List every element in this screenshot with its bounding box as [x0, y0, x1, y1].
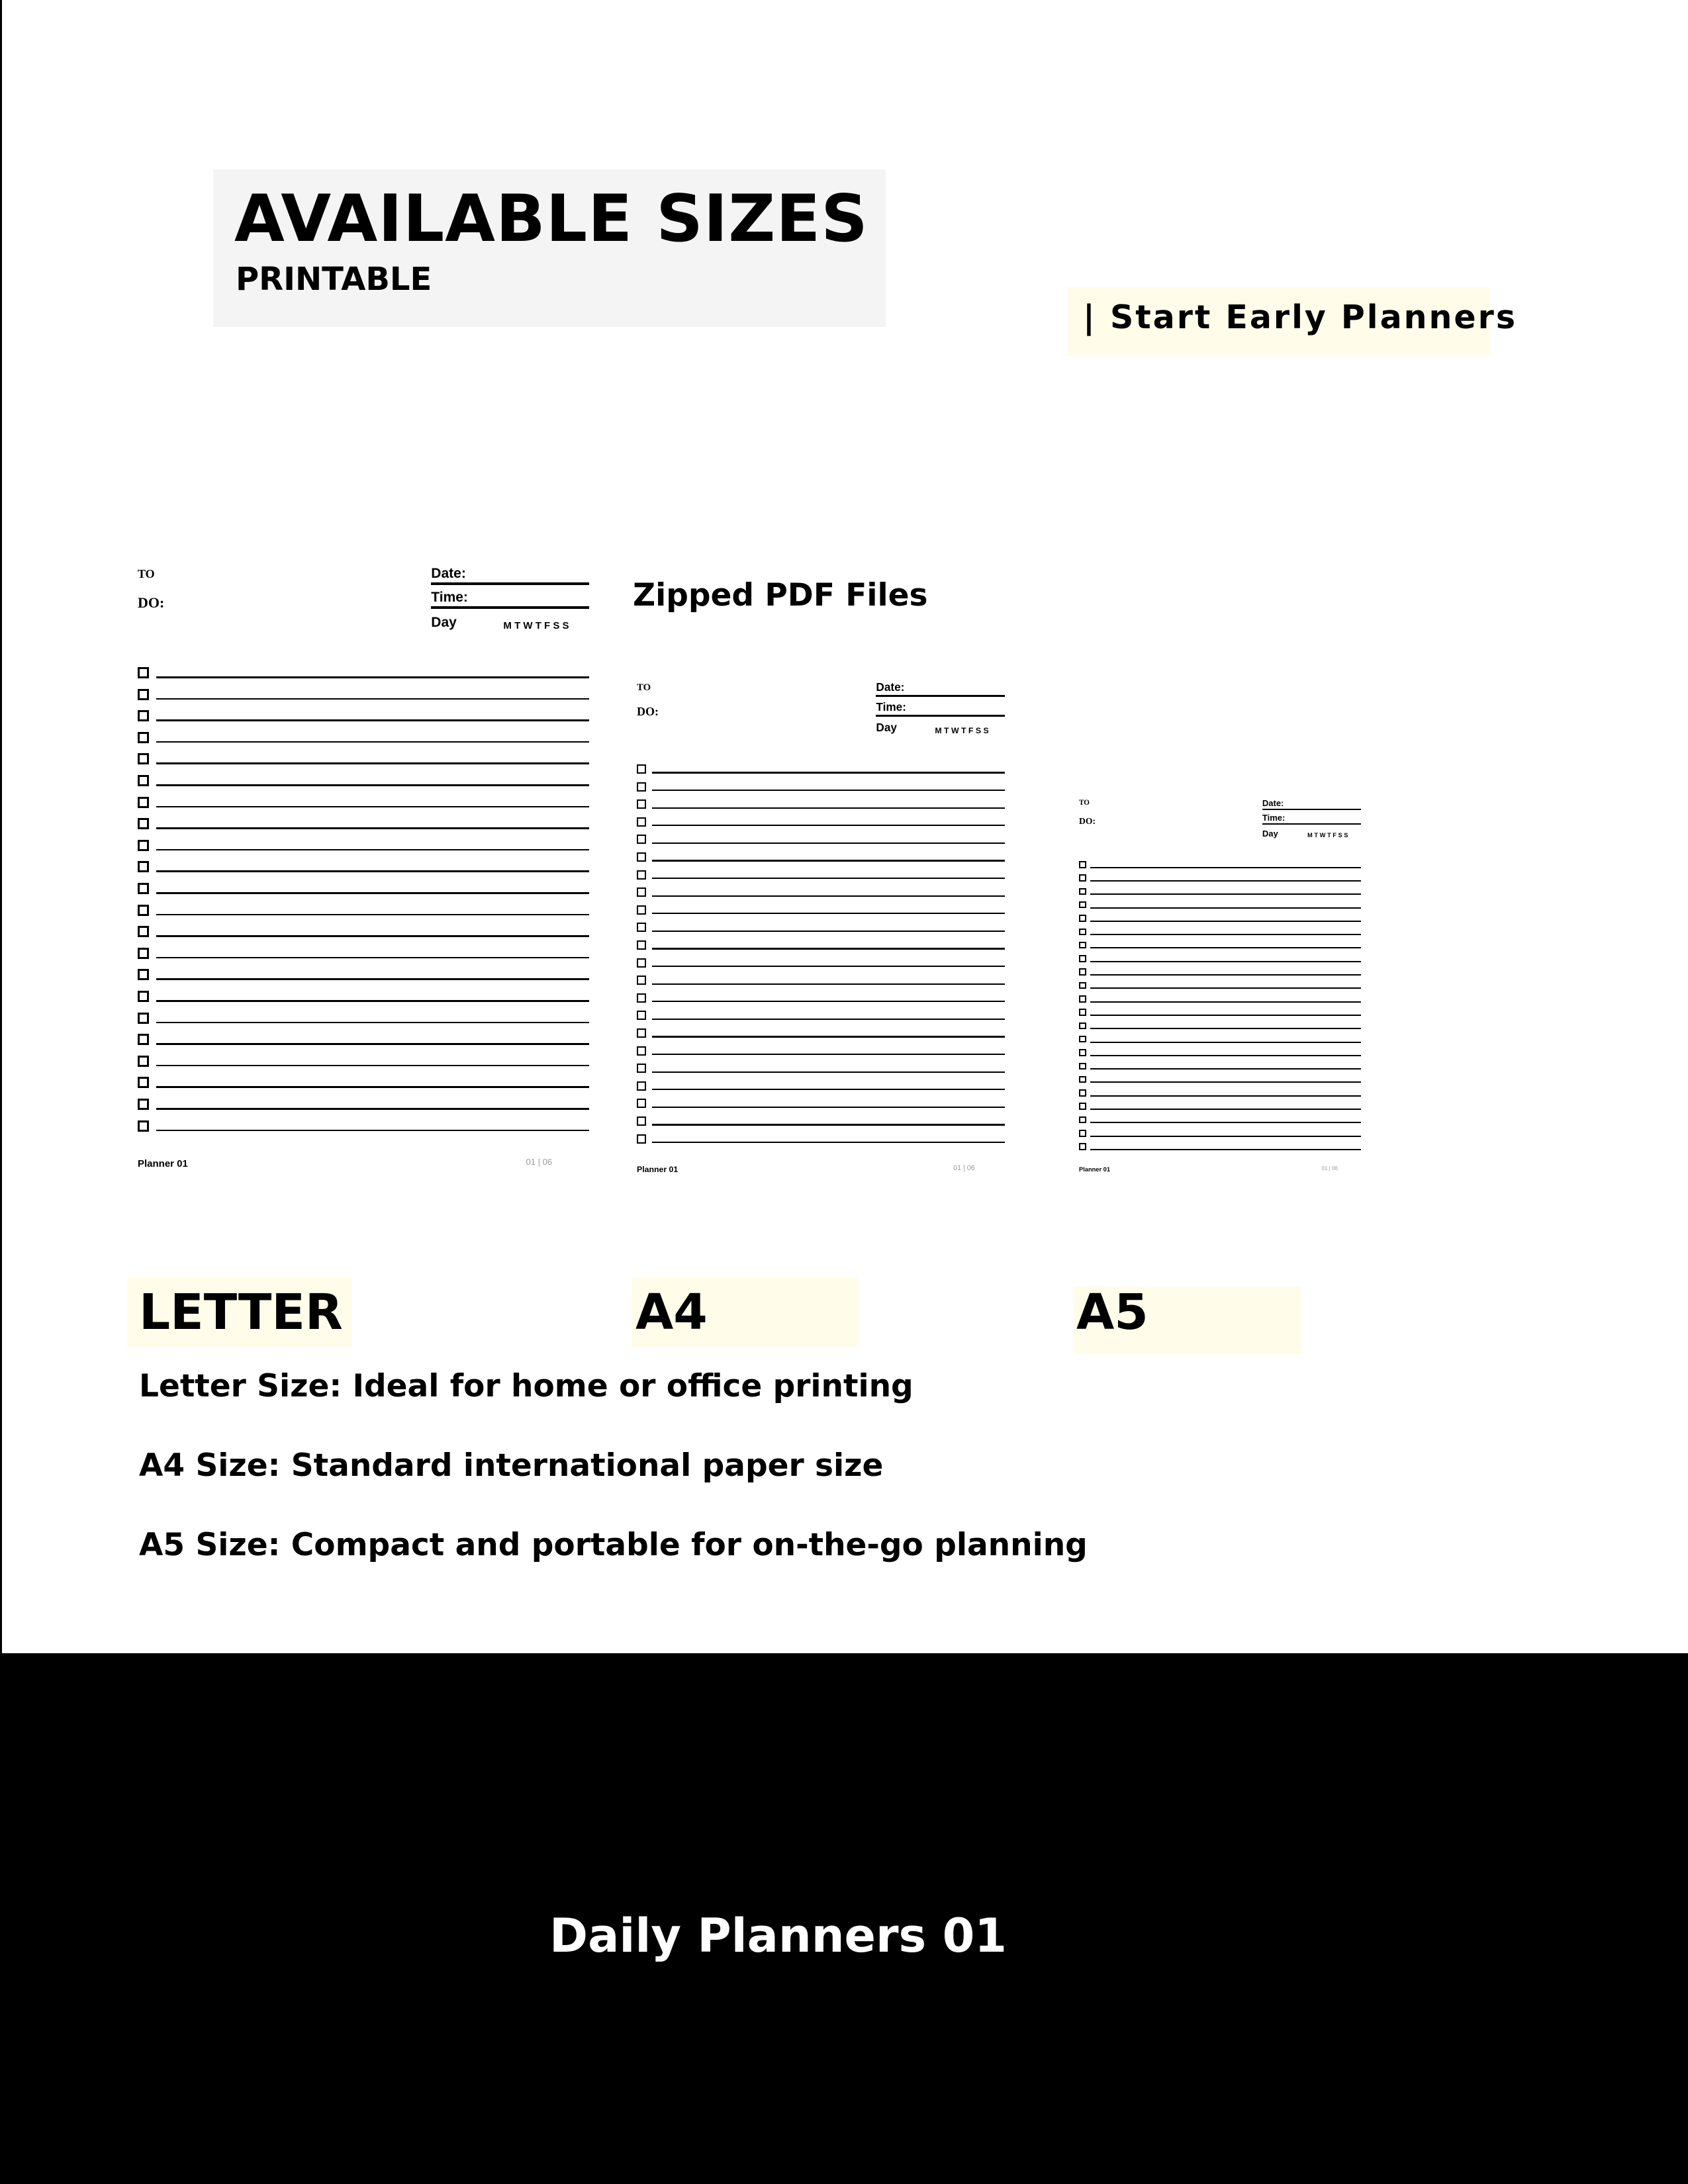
planner-task-row: [637, 1046, 1005, 1056]
task-line: [1090, 974, 1361, 976]
task-line: [652, 842, 1005, 844]
planner-task-row: [138, 861, 589, 873]
checkbox-icon: [138, 689, 149, 700]
planner-weekdays: M T W T F S S: [503, 620, 569, 631]
task-line: [652, 983, 1005, 985]
checkbox-icon: [138, 1077, 149, 1088]
task-line: [652, 1036, 1005, 1037]
task-line: [652, 807, 1005, 809]
checkbox-icon: [1079, 888, 1086, 895]
planner-time-label: Time:: [876, 700, 906, 713]
checkbox-icon: [1079, 982, 1086, 989]
planner-preview-a4: [637, 680, 1005, 1186]
checkbox-icon: [637, 782, 646, 792]
task-line: [652, 1107, 1005, 1108]
task-line: [156, 762, 589, 764]
task-line: [1090, 1042, 1361, 1043]
size-label-a5: A5: [1076, 1284, 1149, 1341]
size-description-a4: A4 Size: Standard international paper size: [139, 1447, 884, 1484]
checkbox-icon: [637, 835, 646, 844]
planner-task-row: [637, 940, 1005, 950]
planner-task-row: [138, 1099, 589, 1111]
checkbox-icon: [1079, 995, 1086, 1003]
checkbox-icon: [138, 1034, 149, 1045]
planner-task-row: [138, 1034, 589, 1046]
planner-task-row: [138, 667, 589, 679]
brand-name: | Start Early Planners: [1083, 298, 1517, 336]
task-line: [1090, 1095, 1361, 1097]
planner-task-row: [637, 905, 1005, 915]
planner-do-label: DO:: [1079, 816, 1096, 827]
planner-day-label: Day: [431, 615, 457, 630]
task-line: [156, 935, 589, 937]
planner-day-label: Day: [876, 721, 897, 735]
size-description-letter: Letter Size: Ideal for home or office printing: [139, 1368, 914, 1404]
task-line: [1090, 880, 1361, 882]
planner-task-row: [637, 799, 1005, 809]
planner-task-row: [138, 991, 589, 1003]
task-line: [652, 1124, 1005, 1125]
planner-task-row: [138, 775, 589, 787]
planner-task-row: [1079, 995, 1361, 1003]
planner-date-label: Date:: [431, 566, 466, 581]
task-line: [652, 1001, 1005, 1002]
task-line: [1090, 1109, 1361, 1110]
planner-task-row: [637, 764, 1005, 774]
task-line: [156, 827, 589, 829]
planner-page-number: 01 | 06: [953, 1163, 975, 1172]
task-line: [1090, 1122, 1361, 1123]
size-description-a5: A5 Size: Compact and portable for on-the-go planning: [139, 1527, 1088, 1563]
task-line: [156, 1000, 589, 1002]
checkbox-icon: [637, 1134, 646, 1144]
task-line: [156, 1086, 589, 1088]
task-line: [156, 741, 589, 743]
checkbox-icon: [138, 861, 149, 872]
planner-task-row: [1079, 1023, 1361, 1030]
checkbox-icon: [138, 948, 149, 959]
checkbox-icon: [1079, 1009, 1086, 1016]
planner-task-row: [138, 797, 589, 809]
planner-footer-name: Planner 01: [637, 1165, 679, 1175]
checkbox-icon: [1079, 955, 1086, 962]
checkbox-icon: [1079, 929, 1086, 936]
checkbox-icon: [1079, 901, 1086, 909]
task-line: [652, 1019, 1005, 1020]
checkbox-icon: [637, 870, 646, 880]
checkbox-icon: [138, 753, 149, 764]
task-line: [652, 948, 1005, 949]
planner-task-row: [637, 976, 1005, 985]
planner-task-row: [138, 732, 589, 744]
checkbox-icon: [637, 923, 646, 932]
planner-task-row: [1079, 1130, 1361, 1137]
checkbox-icon: [1079, 968, 1086, 976]
checkbox-icon: [637, 1046, 646, 1056]
checkbox-icon: [1079, 1089, 1086, 1097]
checkbox-icon: [1079, 1023, 1086, 1030]
checkbox-icon: [637, 887, 646, 897]
checkbox-icon: [637, 1116, 646, 1126]
checkbox-icon: [1079, 942, 1086, 949]
checkbox-icon: [1079, 1063, 1086, 1070]
planner-weekdays: M T W T F S S: [1307, 831, 1348, 839]
planner-footer-name: Planner 01: [138, 1158, 188, 1169]
task-line: [156, 806, 589, 808]
planner-task-row: [1079, 874, 1361, 882]
task-line: [156, 676, 589, 678]
task-line: [156, 1043, 589, 1045]
checkbox-icon: [637, 905, 646, 915]
task-line: [652, 790, 1005, 791]
planner-task-row: [1079, 955, 1361, 962]
planner-task-row: [138, 1120, 589, 1132]
planner-task-row: [138, 969, 589, 981]
checkbox-icon: [138, 905, 149, 916]
planner-task-row: [637, 1134, 1005, 1144]
task-line: [652, 825, 1005, 826]
task-line: [652, 913, 1005, 914]
planner-task-row: [1079, 1103, 1361, 1110]
planner-task-row: [138, 1013, 589, 1024]
planner-task-row: [138, 926, 589, 938]
planner-task-row: [1079, 1143, 1361, 1150]
task-line: [652, 1071, 1005, 1073]
planner-do-label: DO:: [637, 705, 659, 719]
planner-task-row: [1079, 915, 1361, 922]
planner-time-line: [431, 606, 589, 609]
task-line: [156, 784, 589, 786]
task-line: [652, 1089, 1005, 1090]
planner-task-row: [637, 1081, 1005, 1091]
checkbox-icon: [637, 1099, 646, 1108]
checkbox-icon: [1079, 1130, 1086, 1137]
checkbox-icon: [1079, 1103, 1086, 1110]
planner-task-row: [1079, 968, 1361, 976]
planner-date-line: [431, 582, 589, 585]
checkbox-icon: [138, 775, 149, 786]
checkbox-icon: [138, 991, 149, 1002]
checkbox-icon: [1079, 1049, 1086, 1056]
task-line: [156, 978, 589, 980]
task-line: [1090, 1081, 1361, 1083]
planner-task-row: [1079, 982, 1361, 989]
checkbox-icon: [637, 940, 646, 950]
page-subtitle: PRINTABLE: [236, 261, 432, 298]
planner-task-row: [1079, 1049, 1361, 1056]
planner-task-row: [1079, 888, 1361, 895]
planner-preview-a5: [1079, 799, 1361, 1183]
page-left-border: [0, 0, 2, 1655]
planner-date-label: Date:: [1262, 797, 1284, 808]
planner-task-row: [637, 870, 1005, 880]
planner-task-row: [138, 710, 589, 722]
task-line: [1090, 921, 1361, 922]
checkbox-icon: [138, 1120, 149, 1132]
checkbox-icon: [637, 993, 646, 1003]
checkbox-icon: [138, 969, 149, 980]
size-label-a4: A4: [635, 1284, 708, 1341]
task-line: [652, 772, 1005, 773]
planner-task-row: [138, 1056, 589, 1068]
task-line: [1090, 893, 1361, 895]
task-line: [1090, 1028, 1361, 1029]
checkbox-icon: [138, 840, 149, 851]
checkbox-icon: [637, 1064, 646, 1073]
planner-task-row: [1079, 1036, 1361, 1043]
checkbox-icon: [138, 926, 149, 937]
planner-task-row: [1079, 861, 1361, 868]
planner-task-row: [637, 887, 1005, 897]
task-line: [1090, 1015, 1361, 1016]
task-line: [1090, 987, 1361, 989]
planner-date-label: Date:: [876, 680, 905, 694]
planner-task-row: [637, 1028, 1005, 1038]
checkbox-icon: [637, 958, 646, 968]
task-line: [652, 860, 1005, 861]
planner-task-row: [637, 835, 1005, 844]
planner-time-line: [876, 715, 1005, 717]
format-note: Zipped PDF Files: [633, 577, 928, 614]
planner-task-row: [1079, 1116, 1361, 1124]
planner-time-label: Time:: [431, 590, 468, 605]
planner-page-number: 01 | 06: [1321, 1165, 1338, 1172]
planner-to-label: TO: [1079, 799, 1090, 807]
checkbox-icon: [1079, 1036, 1086, 1043]
planner-task-row: [637, 817, 1005, 827]
planner-task-row: [637, 1099, 1005, 1109]
checkbox-icon: [1079, 874, 1086, 882]
task-line: [156, 914, 589, 916]
task-line: [652, 966, 1005, 967]
checkbox-icon: [637, 976, 646, 985]
planner-time-line: [1262, 823, 1361, 825]
checkbox-icon: [637, 799, 646, 809]
checkbox-icon: [138, 797, 149, 808]
checkbox-icon: [138, 1013, 149, 1024]
task-line: [1090, 1001, 1361, 1003]
planner-task-row: [1079, 1076, 1361, 1083]
task-line: [156, 1065, 589, 1067]
checkbox-icon: [138, 732, 149, 743]
checkbox-icon: [138, 1056, 149, 1067]
checkbox-icon: [637, 764, 646, 774]
task-line: [156, 1130, 589, 1132]
task-line: [156, 719, 589, 721]
planner-weekdays: M T W T F S S: [935, 725, 989, 735]
planner-to-label: TO: [138, 567, 155, 580]
planner-task-row: [1079, 901, 1361, 909]
task-line: [156, 957, 589, 959]
planner-task-row: [1079, 942, 1361, 949]
checkbox-icon: [1079, 1143, 1086, 1150]
planner-task-row: [637, 993, 1005, 1003]
checkbox-icon: [1079, 1116, 1086, 1124]
planner-task-row: [138, 689, 589, 701]
task-line: [1090, 907, 1361, 909]
page-title: AVAILABLE SIZES: [234, 181, 868, 257]
planner-to-label: TO: [637, 682, 651, 693]
planner-task-row: [138, 883, 589, 895]
checkbox-icon: [138, 818, 149, 829]
planner-task-row: [1079, 929, 1361, 936]
task-line: [156, 849, 589, 851]
planner-task-row: [138, 905, 589, 917]
task-line: [1090, 961, 1361, 962]
planner-footer-name: Planner 01: [1079, 1166, 1111, 1173]
task-line: [1090, 1149, 1361, 1150]
checkbox-icon: [138, 1099, 149, 1110]
checkbox-icon: [138, 667, 149, 678]
planner-task-row: [637, 1011, 1005, 1021]
size-label-letter: LETTER: [139, 1284, 343, 1341]
planner-preview-letter: [138, 568, 589, 1183]
planner-day-label: Day: [1262, 828, 1278, 839]
task-line: [1090, 867, 1361, 868]
footer-title: Daily Planners 01: [549, 1909, 1007, 1963]
task-line: [652, 931, 1005, 932]
task-line: [156, 698, 589, 700]
planner-task-row: [1079, 1009, 1361, 1016]
task-line: [1090, 1068, 1361, 1069]
planner-page-number: 01 | 06: [526, 1156, 553, 1167]
planner-do-label: DO:: [138, 594, 165, 611]
planner-task-row: [1079, 1063, 1361, 1070]
planner-time-label: Time:: [1262, 813, 1286, 823]
task-line: [1090, 1055, 1361, 1056]
planner-task-row: [1079, 1089, 1361, 1097]
checkbox-icon: [138, 710, 149, 721]
checkbox-icon: [1079, 915, 1086, 922]
task-line: [156, 870, 589, 872]
task-line: [156, 892, 589, 894]
planner-date-line: [876, 695, 1005, 697]
planner-task-row: [637, 958, 1005, 968]
planner-task-row: [637, 782, 1005, 792]
checkbox-icon: [637, 1028, 646, 1038]
task-line: [652, 878, 1005, 879]
checkbox-icon: [637, 1011, 646, 1020]
planner-task-row: [138, 948, 589, 960]
checkbox-icon: [1079, 861, 1086, 868]
checkbox-icon: [637, 817, 646, 827]
checkbox-icon: [138, 883, 149, 894]
planner-task-row: [637, 852, 1005, 862]
task-line: [1090, 934, 1361, 935]
task-line: [156, 1108, 589, 1110]
planner-task-row: [637, 1116, 1005, 1126]
checkbox-icon: [1079, 1076, 1086, 1083]
task-line: [652, 895, 1005, 897]
task-line: [652, 1142, 1005, 1143]
planner-task-row: [138, 1077, 589, 1089]
checkbox-icon: [637, 1081, 646, 1091]
planner-task-row: [637, 923, 1005, 933]
checkbox-icon: [637, 852, 646, 862]
task-line: [156, 1022, 589, 1024]
planner-task-row: [138, 840, 589, 852]
task-line: [1090, 1136, 1361, 1137]
task-line: [1090, 947, 1361, 948]
planner-task-row: [138, 818, 589, 830]
task-line: [652, 1054, 1005, 1055]
planner-task-row: [138, 753, 589, 765]
planner-task-row: [637, 1064, 1005, 1073]
planner-date-line: [1262, 809, 1361, 810]
